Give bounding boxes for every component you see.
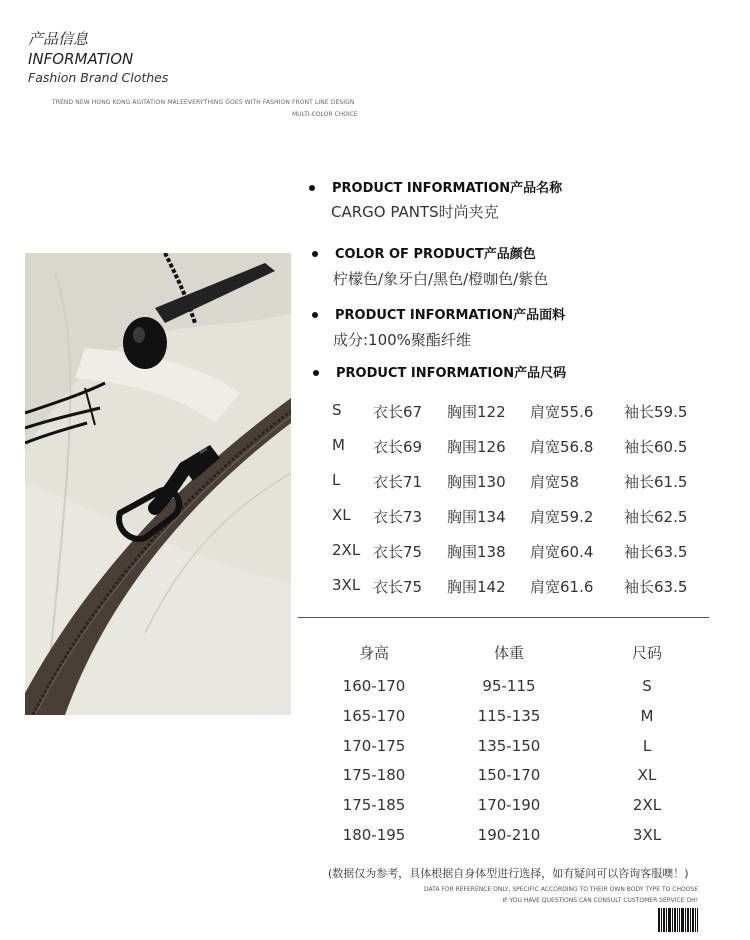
sleeve-value: 袖长60.5 — [624, 438, 688, 456]
size-label: M — [332, 436, 345, 454]
sleeve-value: 袖长62.5 — [624, 508, 688, 526]
reference-row — [298, 737, 709, 757]
shoulder-value: 肩宽56.8 — [530, 438, 594, 456]
recommended-size: 2XL — [632, 796, 662, 814]
chest-value: 胸围138 — [447, 543, 506, 561]
chest-value: 胸围126 — [447, 438, 506, 456]
recommended-size: 3XL — [632, 826, 662, 844]
height-range: 180-195 — [342, 826, 406, 844]
reference-row — [298, 826, 709, 846]
header-weight: 体重 — [493, 644, 525, 662]
shoulder-value: 肩宽60.4 — [530, 543, 594, 561]
weight-range: 115-135 — [477, 707, 541, 725]
recommended-size: XL — [637, 766, 657, 784]
recommended-size: L — [642, 737, 652, 755]
header-tagline: TREND NEW HONG KONG AGITATION MALEEVERYTHING GOES WITH FASHION FRONT LINE DESIGN — [52, 99, 355, 106]
shoulder-value: 肩宽61.6 — [530, 578, 594, 596]
sleeve-value: 袖长63.5 — [624, 543, 688, 561]
color-value: 柠檬色/象牙白/黑色/橙咖色/紫色 — [333, 270, 549, 288]
section-title-color: COLOR OF PRODUCT产品颜色 — [312, 243, 536, 262]
shoulder-value: 肩宽59.2 — [530, 508, 594, 526]
section-title-size: PRODUCT INFORMATION产品尺码 — [313, 362, 566, 381]
shoulder-value: 肩宽58 — [530, 473, 580, 491]
size-label: 2XL — [332, 541, 361, 559]
shoulder-value: 肩宽55.6 — [530, 403, 594, 421]
reference-row — [298, 707, 709, 727]
header-subtitle: Fashion Brand Clothes — [28, 70, 169, 85]
section-title-product-name: PRODUCT INFORMATION产品名称 — [309, 177, 562, 196]
sleeve-value: 袖长63.5 — [624, 578, 688, 596]
header-title-cn: 产品信息 — [28, 30, 89, 48]
jacket-zipper-illustration — [25, 253, 291, 715]
chest-value: 胸围134 — [447, 508, 506, 526]
chest-value: 胸围130 — [447, 473, 506, 491]
length-value: 衣长67 — [373, 403, 423, 421]
height-range: 160-170 — [342, 677, 406, 695]
sleeve-value: 袖长59.5 — [624, 403, 688, 421]
weight-range: 135-150 — [477, 737, 541, 755]
product-detail-photo — [25, 253, 291, 715]
length-value: 衣长71 — [373, 473, 423, 491]
length-value: 衣长69 — [373, 438, 423, 456]
product-name-value: CARGO PANTS时尚夹克 — [331, 203, 499, 221]
header-height: 身高 — [358, 644, 390, 662]
length-value: 衣长75 — [373, 543, 423, 561]
height-range: 175-180 — [342, 766, 406, 784]
height-range: 175-185 — [342, 796, 406, 814]
length-value: 衣长75 — [373, 578, 423, 596]
reference-row — [298, 766, 709, 786]
disclaimer-note: (数据仅为参考，具体根据自身体型进行选择，如有疑问可以咨询客服噢！) — [328, 867, 689, 880]
length-value: 衣长73 — [373, 508, 423, 526]
section-title-fabric: PRODUCT INFORMATION产品面料 — [312, 304, 565, 323]
size-label: L — [332, 471, 341, 489]
header-size: 尺码 — [631, 644, 663, 662]
divider — [298, 617, 709, 618]
reference-row — [298, 796, 709, 816]
header-tagline-2: MULTI-COLOR CHOICE — [292, 111, 358, 118]
reference-table-header — [298, 642, 709, 662]
height-range: 170-175 — [342, 737, 406, 755]
fabric-value: 成分:100%聚酯纤维 — [333, 331, 471, 349]
recommended-size: S — [642, 677, 652, 695]
reference-row — [298, 677, 709, 697]
disclaimer-en-2: IF YOU HAVE QUESTIONS CAN CONSULT CUSTOMER SERVICE OH! — [502, 897, 698, 904]
size-label: S — [332, 401, 342, 419]
weight-range: 150-170 — [477, 766, 541, 784]
weight-range: 95-115 — [482, 677, 536, 695]
barcode-icon — [658, 908, 698, 932]
disclaimer-en-1: DATA FOR REFERENCE ONLY, SPECIFIC ACCORDING TO THEIR OWN BODY TYPE TO CHOOSE — [423, 886, 698, 893]
weight-range: 190-210 — [477, 826, 541, 844]
chest-value: 胸围122 — [447, 403, 506, 421]
weight-range: 170-190 — [477, 796, 541, 814]
chest-value: 胸围142 — [447, 578, 506, 596]
size-label: XL — [332, 506, 351, 524]
recommended-size: M — [640, 707, 654, 725]
height-range: 165-170 — [342, 707, 406, 725]
sleeve-value: 袖长61.5 — [624, 473, 688, 491]
size-label: 3XL — [332, 576, 361, 594]
header-title-en: INFORMATION — [28, 50, 134, 68]
